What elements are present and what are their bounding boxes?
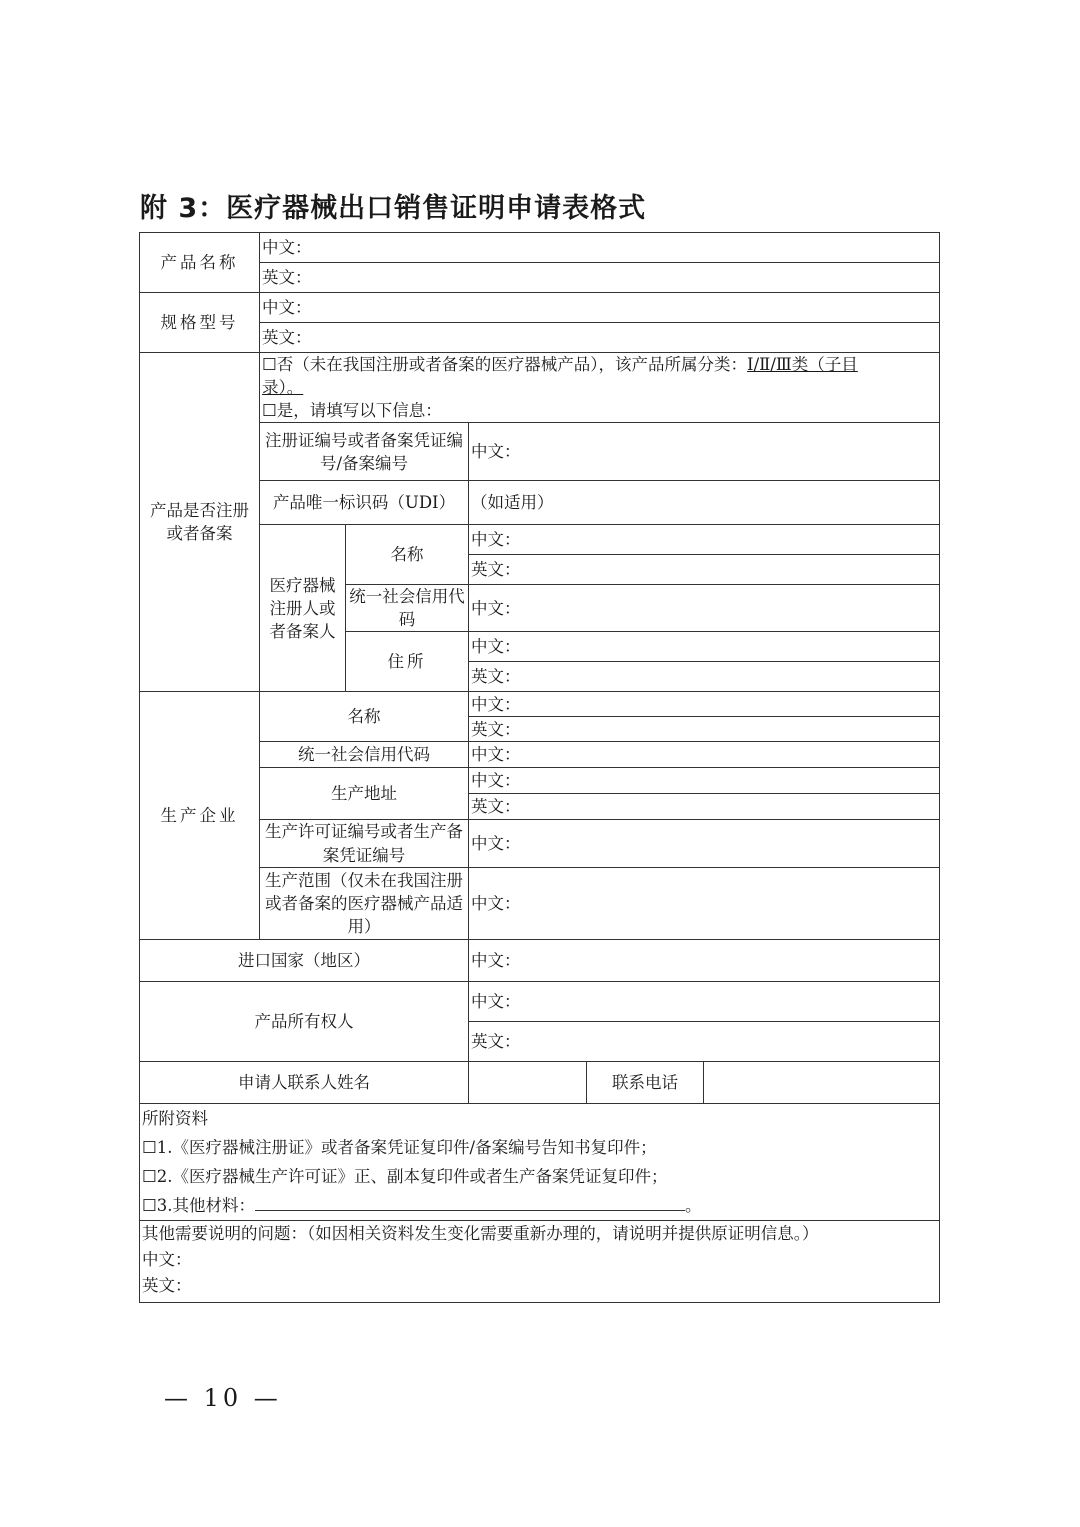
mfr-name-en-field[interactable]: 英文：: [469, 717, 940, 742]
registrant-address-en-field[interactable]: 英文：: [469, 662, 940, 692]
owner-zh-field[interactable]: 中文：: [469, 981, 940, 1021]
contact-phone-label: 联系电话: [587, 1061, 704, 1103]
mfr-license-field[interactable]: 中文：: [469, 820, 940, 867]
mfr-credit-code-field[interactable]: 中文：: [469, 742, 940, 768]
mfr-address-en-field[interactable]: 英文：: [469, 794, 940, 820]
model-zh-field[interactable]: 中文：: [260, 293, 940, 323]
import-country-field[interactable]: 中文：: [469, 939, 940, 981]
attachments-section: [140, 1103, 940, 1220]
product-name-label: 产品名称: [140, 233, 260, 293]
notes-heading: 其他需要说明的问题：（如因相关资料发生变化需要重新办理的，请说明并提供原证明信息。）: [142, 1223, 819, 1243]
registrant-name-en-field[interactable]: 英文：: [469, 555, 940, 585]
import-country-label: 进口国家（地区）: [140, 939, 469, 981]
page-number: — 10 —: [164, 1384, 282, 1412]
contact-name-field[interactable]: [469, 1061, 587, 1103]
product-name-zh-field[interactable]: 中文：: [260, 233, 940, 263]
mfr-license-label: 生产许可证编号或者生产备案凭证编号: [260, 820, 469, 867]
attachments-heading: 所附资料: [142, 1108, 208, 1128]
attachment-item-1[interactable]: ☐1.《医疗器械注册证》或者备案凭证复印件/备案编号告知书复印件；: [142, 1137, 657, 1157]
option-registered[interactable]: ☐是，请填写以下信息：: [262, 401, 442, 421]
model-label: 规格型号: [140, 293, 260, 353]
mfr-name-zh-field[interactable]: 中文：: [469, 692, 940, 717]
model-en-field[interactable]: 英文：: [260, 323, 940, 353]
notes-zh-field[interactable]: 中文：: [142, 1249, 192, 1269]
mfr-credit-code-label: 统一社会信用代码: [260, 742, 469, 768]
notes-en-field[interactable]: 英文：: [142, 1275, 192, 1295]
registration-status-label: 产品是否注册或者备案: [140, 353, 260, 692]
registrant-credit-code-field[interactable]: 中文：: [469, 585, 940, 632]
owner-en-field[interactable]: 英文：: [469, 1021, 940, 1061]
other-materials-blank[interactable]: [255, 1194, 685, 1211]
owner-label: 产品所有权人: [140, 981, 469, 1061]
registrant-name-zh-field[interactable]: 中文：: [469, 525, 940, 555]
page-title: 附 3：医疗器械出口销售证明申请表格式: [140, 193, 647, 224]
attachment-item-2[interactable]: ☐2.《医疗器械生产许可证》正、副本复印件或者生产备案凭证复印件；: [142, 1166, 668, 1186]
mfr-name-label: 名称: [260, 692, 469, 742]
udi-label: 产品唯一标识码（UDI）: [260, 481, 469, 525]
udi-field[interactable]: （如适用）: [469, 481, 940, 525]
reg-number-field[interactable]: 中文：: [469, 423, 940, 481]
registrant-credit-code-label: 统一社会信用代码: [346, 585, 469, 632]
device-class-value: Ⅰ/Ⅱ/Ⅲ类（子目: [747, 355, 858, 374]
product-name-en-field[interactable]: 英文：: [260, 263, 940, 293]
contact-name-label: 申请人联系人姓名: [140, 1061, 469, 1103]
mfr-address-zh-field[interactable]: 中文：: [469, 768, 940, 794]
manufacturer-label: 生产企业: [140, 692, 260, 939]
option-not-registered[interactable]: ☐否（未在我国注册或者备案的医疗器械产品），该产品所属分类：: [262, 355, 748, 374]
registration-options: [260, 353, 940, 423]
registrant-address-label: 住所: [346, 632, 469, 692]
application-form-table: [139, 232, 940, 1303]
registrant-label: 医疗器械注册人或者备案人: [260, 525, 346, 692]
mfr-scope-label: 生产范围（仅未在我国注册或者备案的医疗器械产品适用）: [260, 867, 469, 939]
mfr-scope-field[interactable]: 中文：: [469, 867, 940, 939]
registrant-name-label: 名称: [346, 525, 469, 585]
attachment-item-3-end: 。: [685, 1195, 702, 1215]
device-class-suffix: 录）。: [262, 378, 304, 398]
notes-section: [140, 1220, 940, 1302]
contact-phone-field[interactable]: [704, 1061, 940, 1103]
mfr-address-label: 生产地址: [260, 768, 469, 820]
reg-number-label: 注册证编号或者备案凭证编号/备案编号: [260, 423, 469, 481]
attachment-item-3[interactable]: ☐3.其他材料：: [142, 1195, 256, 1215]
registrant-address-zh-field[interactable]: 中文：: [469, 632, 940, 662]
